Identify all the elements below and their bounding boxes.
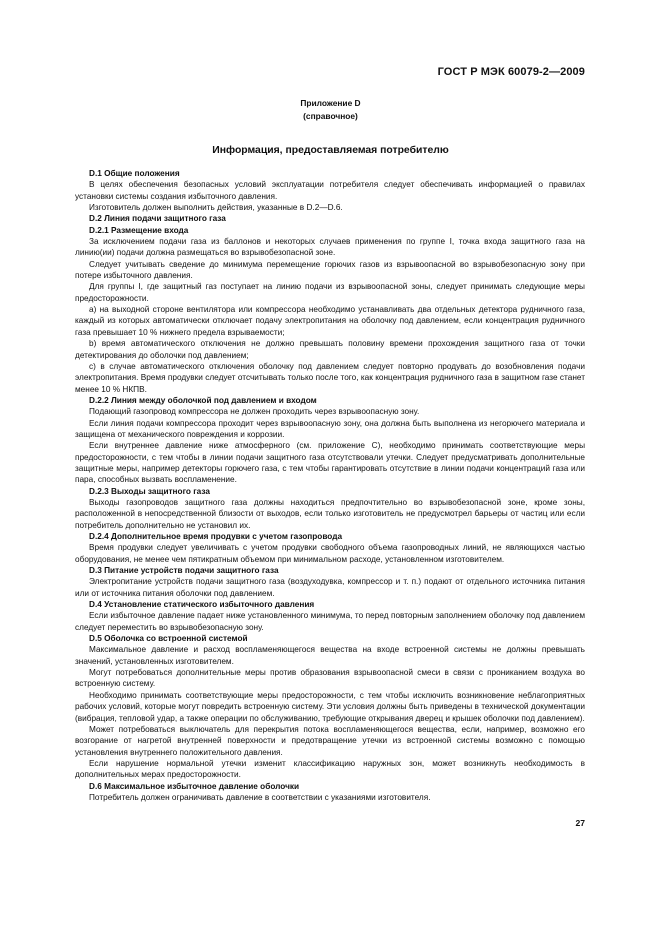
body-paragraph: Если нарушение нормальной утечки изменит классификацию наружных зон, может возникнуть необходимость в дополнительных мерах предосторожности.	[75, 758, 585, 780]
annex-label: Приложение D	[300, 98, 361, 108]
body-paragraph: Если избыточное давление падает ниже установленного минимума, то перед повторным заполнением оболочку под давлением следует переместить во взрывобезопасную зону.	[75, 611, 585, 632]
annex-body	[75, 168, 585, 803]
body-paragraph: За исключением подачи газа из баллонов и некоторых случаев применения по группе I, точка входа защитного газа на линию(ии) подачи должна размещаться во взрывобезопасной зоне.	[75, 237, 585, 258]
body-paragraph: Выходы газопроводов защитного газа должны находиться предпочтительно во взрывобезопасной зоне, кроме зоны, расположенной в непосредственной близости от выходов, если только изготовитель не предусмотрел барьеры от частиц или если потребитель дополнительно не установил их.	[75, 497, 585, 530]
body-paragraph: Время продувки следует увеличивать с учетом продувки свободного объема газопроводных линий, не являющихся частью оборудования, не менее чем пятикратным объемом при минимальном расходе, установленном изготовителем.	[75, 543, 585, 564]
section-heading: D.5 Оболочка со встроенной системой	[89, 634, 248, 644]
section-heading: D.2.2 Линия между оболочкой под давлением и входом	[89, 395, 317, 405]
section-heading: D.4 Установление статического избыточного давления	[89, 600, 315, 610]
body-paragraph: Изготовитель должен выполнить действия, указанные в D.2—D.6.	[89, 203, 343, 213]
section-heading: D.3 Питание устройств подачи защитного газа	[89, 566, 279, 576]
section-heading: D.2.4 Дополнительное время продувки с учетом газопровода	[89, 532, 343, 541]
body-paragraph: Может потребоваться выключатель для перекрытия потока воспламеняющегося вещества, если, например, возможно его возгорание от нагретой внутренней поверхности и предотвращение утечки из встроенной системы возможно с помощью установления внутреннего положительного давления.	[75, 724, 585, 757]
body-paragraph: а) на выходной стороне вентилятора или компрессора необходимо устанавливать два отдельных детектора рудничного газа, каждый из которых автоматически отключает подачу электропитания на оболочку под давлением, если концентрация рудничного газа превышает 10 % нижнего предела взрываемости;	[75, 305, 585, 337]
section-heading: D.2.1 Размещение входа	[89, 225, 189, 235]
body-paragraph: Если линия подачи компрессора проходит через взрывоопасную зону, она должна быть выполнена из негорючего материала и защищена от механического повреждения и коррозии.	[75, 418, 585, 439]
body-paragraph: Если внутреннее давление ниже атмосферного (см. приложение С), необходимо принимать соответствующие меры предосторожности, с тем чтобы в линии подачи защитного газа отсутствовали утечки. Следует предусматривать дополнительные защитные меры, например детекторы горючего газа, с тем чтобы гарантировать отсутствие в линии подачи концентраций газа или пара, способных вызвать воспламенение.	[75, 441, 585, 485]
body-paragraph: Могут потребоваться дополнительные меры против образования взрывоопасной смеси в связи с прониканием воздуха во встроенную систему.	[75, 668, 585, 689]
body-paragraph: Следует учитывать сведение до минимума перемещение горючих газов из взрывоопасной во взрывобезопасную зону при потере избыточного давления.	[75, 259, 585, 281]
section-heading: D.2 Линия подачи защитного газа	[89, 214, 226, 224]
body-paragraph: Потребитель должен ограничивать давление в соответствии с указаниями изготовителя.	[89, 792, 431, 802]
section-heading: D.2.3 Выходы защитного газа	[89, 486, 210, 496]
body-paragraph: Максимальное давление и расход воспламеняющегося вещества на входе встроенной системы не должны превышать значений, установленных изготовителем.	[75, 645, 585, 666]
annex-title: Информация, предоставляемая потребителю	[212, 145, 449, 156]
body-paragraph: с) в случае автоматического отключения оболочку под давлением следует повторно продувать до возобновления подачи электропитания. Время продувки следует отсчитывать только после того, как концентрация рудничного газа в защитном газе станет менее 10 % НКПВ.	[75, 361, 585, 394]
page-number: 27	[575, 818, 585, 828]
body-paragraph: В целях обеспечения безопасных условий эксплуатации потребителя следует обеспечивать информацией о правилах установки системы создания избыточного давления.	[75, 180, 585, 201]
body-paragraph: Подающий газопровод компрессора не должен проходить через взрывоопасную зону.	[89, 407, 420, 417]
annex-type: (справочное)	[303, 111, 358, 121]
document-header: ГОСТ Р МЭК 60079-2—2009	[437, 66, 585, 78]
body-paragraph: Для группы I, где защитный газ поступает на линию подачи из взрывоопасной зоны, следует принимать следующие меры предосторожности.	[75, 282, 585, 303]
annex-heading	[0, 97, 661, 123]
section-heading: D.1 Общие положения	[89, 169, 180, 178]
body-paragraph: b) время автоматического отключения не должно превышать половину времени прохождения защитного газа от точки детектирования до оболочки под давлением;	[75, 339, 585, 360]
body-paragraph: Необходимо принимать соответствующие меры предосторожности, с тем чтобы исключить возникновение неблагоприятных рабочих условий, которые могут повредить встроенную систему. Эти условия должны быть приведены в технической документации (вибрация, тепловой удар, а также операции по обслуживанию, требующие открывания дверец и крышек оболочки под давлением).	[75, 690, 585, 723]
body-paragraph: Электропитание устройств подачи защитного газа (воздуходувка, компрессор и т. п.) подают от отдельного источника питания или от источника питания оболочки под давлением.	[75, 577, 585, 598]
section-heading: D.6 Максимальное избыточное давление оболочки	[89, 781, 300, 791]
